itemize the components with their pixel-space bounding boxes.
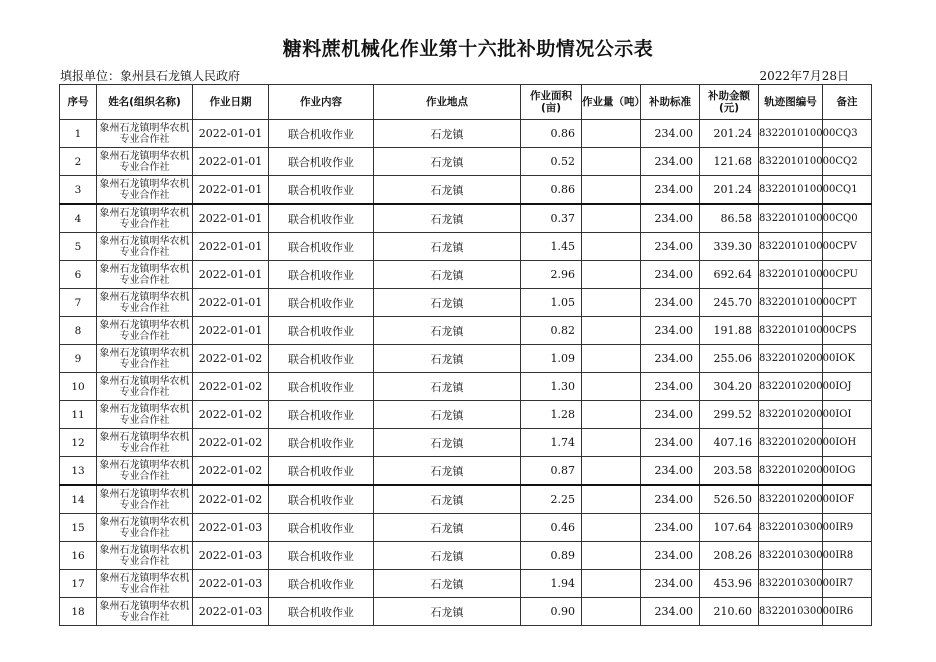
- row-seq-cell: 2: [60, 148, 97, 176]
- row-seq-cell: 17: [60, 570, 97, 598]
- row-subsidy-standard-cell: 234.00: [641, 485, 700, 514]
- row-work-content-cell: 联合机收作业: [269, 148, 374, 176]
- row-subsidy-standard-cell: 234.00: [641, 261, 700, 289]
- row-work-date-cell: 2022-01-03: [193, 570, 269, 598]
- row-work-location-cell: 石龙镇: [374, 373, 521, 401]
- table-row: [60, 514, 872, 542]
- table-header-row: [60, 85, 872, 120]
- row-work-location-cell: 石龙镇: [374, 317, 521, 345]
- row-org-name-cell: 象州石龙镇明华农机专业合作社: [97, 289, 193, 317]
- col-header-location: 作业地点: [374, 85, 521, 120]
- row-work-area-cell: 1.45: [521, 233, 582, 261]
- row-work-location-cell: 石龙镇: [374, 485, 521, 514]
- row-subsidy-standard-cell: 234.00: [641, 148, 700, 176]
- row-org-name-cell: 象州石龙镇明华农机专业合作社: [97, 598, 193, 626]
- row-subsidy-amount-cell: 203.58: [700, 457, 759, 486]
- row-work-content-cell: 联合机收作业: [269, 120, 374, 148]
- table-row: [60, 261, 872, 289]
- row-work-area-cell: 0.87: [521, 457, 582, 486]
- table-row: [60, 233, 872, 261]
- row-track-id-cell: 832201010000CQ1: [759, 176, 823, 205]
- row-track-id-cell: 832201030000IR8: [759, 542, 823, 570]
- row-work-date-cell: 2022-01-02: [193, 457, 269, 486]
- row-work-area-cell: 1.05: [521, 289, 582, 317]
- row-work-location-cell: 石龙镇: [374, 457, 521, 486]
- row-work-location-cell: 石龙镇: [374, 570, 521, 598]
- row-subsidy-amount-cell: 526.50: [700, 485, 759, 514]
- row-work-content-cell: 联合机收作业: [269, 598, 374, 626]
- row-work-date-cell: 2022-01-02: [193, 429, 269, 457]
- col-header-date: 作业日期: [193, 85, 269, 120]
- row-subsidy-amount-cell: 304.20: [700, 373, 759, 401]
- row-org-name-cell: 象州石龙镇明华农机专业合作社: [97, 514, 193, 542]
- table-row: [60, 345, 872, 373]
- row-subsidy-standard-cell: 234.00: [641, 204, 700, 233]
- row-tonnage-cell: [582, 233, 641, 261]
- row-tonnage-cell: [582, 514, 641, 542]
- row-subsidy-amount-cell: 453.96: [700, 570, 759, 598]
- table-row: [60, 317, 872, 345]
- row-work-location-cell: 石龙镇: [374, 148, 521, 176]
- row-tonnage-cell: [582, 457, 641, 486]
- row-work-date-cell: 2022-01-02: [193, 373, 269, 401]
- table-row: [60, 570, 872, 598]
- row-org-name-cell: 象州石龙镇明华农机专业合作社: [97, 148, 193, 176]
- col-header-standard: 补助标准: [641, 85, 700, 120]
- row-subsidy-standard-cell: 234.00: [641, 233, 700, 261]
- row-subsidy-amount-cell: 107.64: [700, 514, 759, 542]
- row-work-location-cell: 石龙镇: [374, 233, 521, 261]
- row-org-name-cell: 象州石龙镇明华农机专业合作社: [97, 401, 193, 429]
- row-work-date-cell: 2022-01-01: [193, 176, 269, 205]
- row-subsidy-standard-cell: 234.00: [641, 176, 700, 205]
- row-org-name-cell: 象州石龙镇明华农机专业合作社: [97, 204, 193, 233]
- row-work-area-cell: 0.86: [521, 176, 582, 205]
- col-header-seq: 序号: [60, 85, 97, 120]
- row-org-name-cell: 象州石龙镇明华农机专业合作社: [97, 542, 193, 570]
- row-work-area-cell: 1.30: [521, 373, 582, 401]
- row-work-area-cell: 1.28: [521, 401, 582, 429]
- row-org-name-cell: 象州石龙镇明华农机专业合作社: [97, 261, 193, 289]
- row-seq-cell: 12: [60, 429, 97, 457]
- row-work-area-cell: 0.86: [521, 120, 582, 148]
- row-tonnage-cell: [582, 317, 641, 345]
- row-seq-cell: 16: [60, 542, 97, 570]
- row-work-location-cell: 石龙镇: [374, 289, 521, 317]
- table-row: [60, 598, 872, 626]
- row-track-id-cell: 832201020000IOH: [759, 429, 823, 457]
- row-tonnage-cell: [582, 542, 641, 570]
- row-track-id-cell: 832201010000CPT: [759, 289, 823, 317]
- row-track-id-cell: 832201010000CQ0: [759, 204, 823, 233]
- table-row: [60, 373, 872, 401]
- report-date: 2022年7月28日: [759, 69, 849, 83]
- row-tonnage-cell: [582, 148, 641, 176]
- row-subsidy-standard-cell: 234.00: [641, 570, 700, 598]
- row-work-location-cell: 石龙镇: [374, 401, 521, 429]
- row-work-content-cell: 联合机收作业: [269, 289, 374, 317]
- row-work-date-cell: 2022-01-02: [193, 485, 269, 514]
- row-subsidy-amount-cell: 201.24: [700, 120, 759, 148]
- row-seq-cell: 1: [60, 120, 97, 148]
- row-subsidy-amount-cell: 245.70: [700, 289, 759, 317]
- col-header-area: 作业面积(亩): [521, 85, 582, 120]
- row-work-content-cell: 联合机收作业: [269, 542, 374, 570]
- row-org-name-cell: 象州石龙镇明华农机专业合作社: [97, 373, 193, 401]
- row-work-location-cell: 石龙镇: [374, 204, 521, 233]
- row-work-area-cell: 2.25: [521, 485, 582, 514]
- row-subsidy-standard-cell: 234.00: [641, 401, 700, 429]
- row-seq-cell: 5: [60, 233, 97, 261]
- row-work-area-cell: 0.46: [521, 514, 582, 542]
- row-track-id-cell: 832201020000IOG: [759, 457, 823, 486]
- row-work-location-cell: 石龙镇: [374, 429, 521, 457]
- row-work-content-cell: 联合机收作业: [269, 570, 374, 598]
- reporting-unit: 填报单位：象州县石龙镇人民政府: [60, 69, 241, 83]
- row-work-date-cell: 2022-01-02: [193, 345, 269, 373]
- table-row: [60, 457, 872, 486]
- table-row: [60, 485, 872, 514]
- row-work-date-cell: 2022-01-03: [193, 542, 269, 570]
- col-header-amount: 补助金额(元): [700, 85, 759, 120]
- row-subsidy-amount-cell: 191.88: [700, 317, 759, 345]
- row-work-content-cell: 联合机收作业: [269, 233, 374, 261]
- row-work-location-cell: 石龙镇: [374, 176, 521, 205]
- row-work-content-cell: 联合机收作业: [269, 176, 374, 205]
- row-work-area-cell: 0.37: [521, 204, 582, 233]
- row-seq-cell: 13: [60, 457, 97, 486]
- col-header-name: 姓名(组织名称): [97, 85, 193, 120]
- row-work-date-cell: 2022-01-01: [193, 289, 269, 317]
- row-tonnage-cell: [582, 261, 641, 289]
- row-track-id-cell: 832201020000IOI: [759, 401, 823, 429]
- row-work-date-cell: 2022-01-01: [193, 120, 269, 148]
- row-work-area-cell: 0.89: [521, 542, 582, 570]
- row-track-id-cell: 832201020000IOJ: [759, 373, 823, 401]
- col-header-remarks: 备注: [823, 85, 872, 120]
- col-header-tonnage: 作业量（吨）: [582, 85, 641, 120]
- table-row: [60, 204, 872, 233]
- row-tonnage-cell: [582, 176, 641, 205]
- row-work-location-cell: 石龙镇: [374, 261, 521, 289]
- row-subsidy-standard-cell: 234.00: [641, 289, 700, 317]
- row-track-id-cell: 832201010000CPV: [759, 233, 823, 261]
- row-org-name-cell: 象州石龙镇明华农机专业合作社: [97, 457, 193, 486]
- row-track-id-cell: 832201020000IOK: [759, 345, 823, 373]
- row-track-id-cell: 832201010000CQ2: [759, 148, 823, 176]
- row-tonnage-cell: [582, 598, 641, 626]
- table-row: [60, 542, 872, 570]
- table-row: [60, 176, 872, 205]
- row-work-content-cell: 联合机收作业: [269, 485, 374, 514]
- row-work-date-cell: 2022-01-03: [193, 514, 269, 542]
- row-work-content-cell: 联合机收作业: [269, 514, 374, 542]
- row-seq-cell: 6: [60, 261, 97, 289]
- row-seq-cell: 4: [60, 204, 97, 233]
- row-track-id-cell: 832201020000IOF: [759, 485, 823, 514]
- row-subsidy-amount-cell: 210.60: [700, 598, 759, 626]
- row-tonnage-cell: [582, 401, 641, 429]
- row-work-area-cell: 0.90: [521, 598, 582, 626]
- row-subsidy-standard-cell: 234.00: [641, 345, 700, 373]
- row-org-name-cell: 象州石龙镇明华农机专业合作社: [97, 429, 193, 457]
- row-subsidy-standard-cell: 234.00: [641, 373, 700, 401]
- row-work-content-cell: 联合机收作业: [269, 401, 374, 429]
- row-work-area-cell: 1.09: [521, 345, 582, 373]
- row-subsidy-amount-cell: 121.68: [700, 148, 759, 176]
- row-subsidy-standard-cell: 234.00: [641, 120, 700, 148]
- row-tonnage-cell: [582, 289, 641, 317]
- row-work-area-cell: 1.94: [521, 570, 582, 598]
- row-org-name-cell: 象州石龙镇明华农机专业合作社: [97, 570, 193, 598]
- row-org-name-cell: 象州石龙镇明华农机专业合作社: [97, 120, 193, 148]
- row-work-area-cell: 1.74: [521, 429, 582, 457]
- row-work-content-cell: 联合机收作业: [269, 429, 374, 457]
- row-seq-cell: 14: [60, 485, 97, 514]
- row-subsidy-amount-cell: 339.30: [700, 233, 759, 261]
- row-seq-cell: 18: [60, 598, 97, 626]
- row-work-date-cell: 2022-01-03: [193, 598, 269, 626]
- row-subsidy-standard-cell: 234.00: [641, 598, 700, 626]
- row-subsidy-amount-cell: 692.64: [700, 261, 759, 289]
- row-track-id-cell: 832201010000CQ3: [759, 120, 823, 148]
- row-work-date-cell: 2022-01-01: [193, 261, 269, 289]
- row-subsidy-amount-cell: 86.58: [700, 204, 759, 233]
- row-subsidy-standard-cell: 234.00: [641, 542, 700, 570]
- row-tonnage-cell: [582, 204, 641, 233]
- row-work-content-cell: 联合机收作业: [269, 204, 374, 233]
- row-work-content-cell: 联合机收作业: [269, 457, 374, 486]
- row-work-location-cell: 石龙镇: [374, 542, 521, 570]
- row-work-content-cell: 联合机收作业: [269, 261, 374, 289]
- row-subsidy-standard-cell: 234.00: [641, 317, 700, 345]
- row-seq-cell: 3: [60, 176, 97, 205]
- row-work-date-cell: 2022-01-01: [193, 233, 269, 261]
- row-work-area-cell: 0.82: [521, 317, 582, 345]
- col-header-content: 作业内容: [269, 85, 374, 120]
- row-track-id-cell: 832201010000CPS: [759, 317, 823, 345]
- row-tonnage-cell: [582, 345, 641, 373]
- row-tonnage-cell: [582, 373, 641, 401]
- row-subsidy-amount-cell: 255.06: [700, 345, 759, 373]
- row-subsidy-standard-cell: 234.00: [641, 514, 700, 542]
- table-row: [60, 289, 872, 317]
- row-work-location-cell: 石龙镇: [374, 598, 521, 626]
- row-seq-cell: 9: [60, 345, 97, 373]
- row-work-location-cell: 石龙镇: [374, 345, 521, 373]
- row-work-area-cell: 2.96: [521, 261, 582, 289]
- row-work-location-cell: 石龙镇: [374, 514, 521, 542]
- row-track-id-cell: 832201030000IR7: [759, 570, 823, 598]
- row-work-content-cell: 联合机收作业: [269, 373, 374, 401]
- table-row: [60, 120, 872, 148]
- row-track-id-cell: 832201010000CPU: [759, 261, 823, 289]
- row-subsidy-amount-cell: 407.16: [700, 429, 759, 457]
- row-work-content-cell: 联合机收作业: [269, 345, 374, 373]
- row-seq-cell: 11: [60, 401, 97, 429]
- table-row: [60, 148, 872, 176]
- row-tonnage-cell: [582, 429, 641, 457]
- row-org-name-cell: 象州石龙镇明华农机专业合作社: [97, 485, 193, 514]
- row-seq-cell: 8: [60, 317, 97, 345]
- row-subsidy-amount-cell: 299.52: [700, 401, 759, 429]
- row-subsidy-amount-cell: 208.26: [700, 542, 759, 570]
- subsidy-table: [59, 84, 872, 626]
- row-seq-cell: 10: [60, 373, 97, 401]
- row-track-id-cell: 832201030000IR6: [759, 598, 823, 626]
- row-work-content-cell: 联合机收作业: [269, 317, 374, 345]
- row-seq-cell: 15: [60, 514, 97, 542]
- table-row: [60, 401, 872, 429]
- row-tonnage-cell: [582, 120, 641, 148]
- row-track-id-cell: 832201030000IR9: [759, 514, 823, 542]
- row-seq-cell: 7: [60, 289, 97, 317]
- row-work-area-cell: 0.52: [521, 148, 582, 176]
- row-subsidy-standard-cell: 234.00: [641, 429, 700, 457]
- row-work-date-cell: 2022-01-01: [193, 204, 269, 233]
- table-row: [60, 429, 872, 457]
- row-work-date-cell: 2022-01-02: [193, 401, 269, 429]
- row-tonnage-cell: [582, 485, 641, 514]
- row-work-date-cell: 2022-01-01: [193, 148, 269, 176]
- col-header-track-id: 轨迹图编号: [759, 85, 823, 120]
- row-org-name-cell: 象州石龙镇明华农机专业合作社: [97, 233, 193, 261]
- row-org-name-cell: 象州石龙镇明华农机专业合作社: [97, 176, 193, 205]
- row-work-date-cell: 2022-01-01: [193, 317, 269, 345]
- row-work-location-cell: 石龙镇: [374, 120, 521, 148]
- row-tonnage-cell: [582, 570, 641, 598]
- page-title: 糖料蔗机械化作业第十六批补助情况公示表: [282, 38, 654, 60]
- row-subsidy-standard-cell: 234.00: [641, 457, 700, 486]
- row-subsidy-amount-cell: 201.24: [700, 176, 759, 205]
- row-org-name-cell: 象州石龙镇明华农机专业合作社: [97, 345, 193, 373]
- row-org-name-cell: 象州石龙镇明华农机专业合作社: [97, 317, 193, 345]
